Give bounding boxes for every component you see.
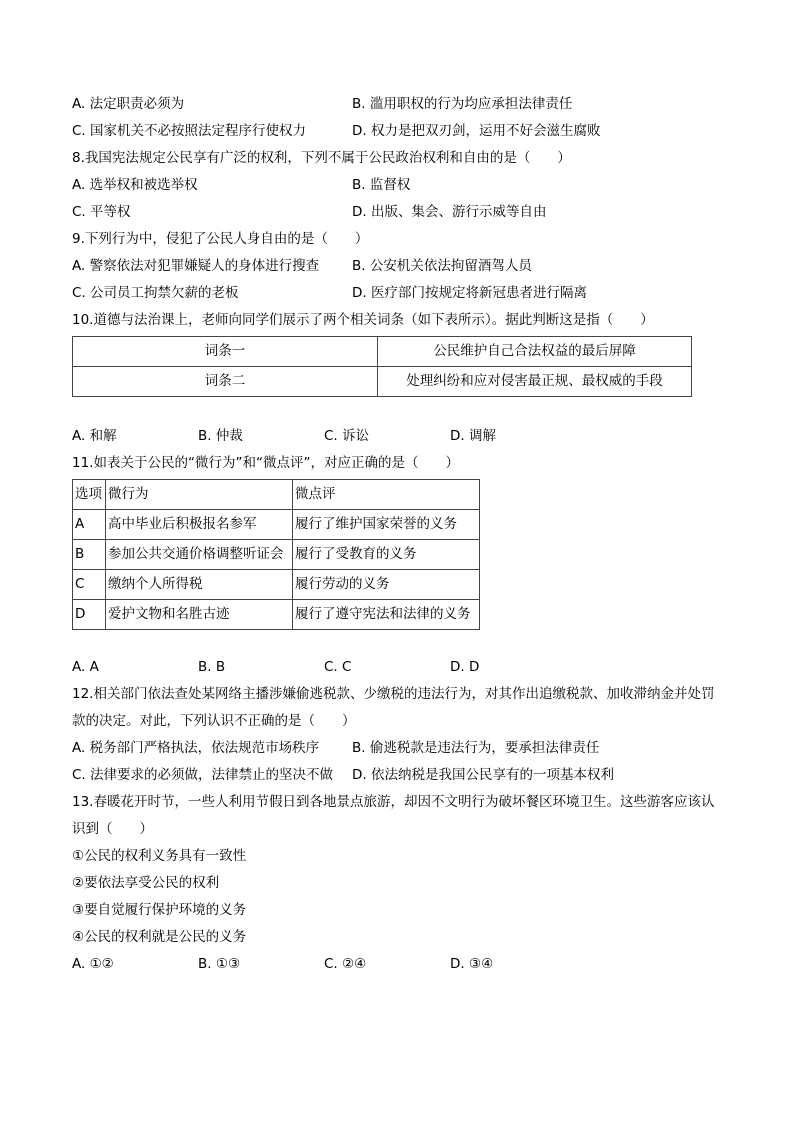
q13-option-d: D. ③④	[450, 956, 494, 972]
q11-table	[72, 479, 480, 630]
q9-options-row-2	[72, 280, 722, 307]
q9-option-c: C. 公司员工拘禁欠薪的老板	[72, 285, 239, 301]
q11-cell: C	[73, 570, 106, 600]
exam-content	[72, 91, 722, 978]
q10-table	[72, 336, 692, 397]
q13-item-3: ③要自觉履行保护环境的义务	[72, 902, 247, 918]
q10-stem: 10.道德与法治课上，老师向同学们展示了两个相关词条（如下表所示）。据此判断这是指（ ）	[72, 312, 654, 328]
q8-option-d: D. 出版、集会、游行示威等自由	[352, 204, 547, 220]
q7-options-row-1	[72, 91, 722, 118]
q11-option-b: B. B	[198, 659, 226, 675]
q12-option-a: A. 税务部门严格执法，依法规范市场秩序	[72, 740, 320, 756]
q7-option-b: B. 滥用职权的行为均应承担法律责任	[352, 96, 573, 112]
table-row	[73, 337, 692, 367]
q8-option-b: B. 监督权	[352, 177, 411, 193]
q10-option-a: A. 和解	[72, 428, 117, 444]
q12-option-d: D. 依法纳税是我国公民享有的一项基本权利	[352, 767, 614, 783]
q7-option-a: A. 法定职责必须为	[72, 96, 185, 112]
q9-option-b: B. 公安机关依法拘留酒驾人员	[352, 258, 532, 274]
q9-stem: 9.下列行为中，侵犯了公民人身自由的是（ ）	[72, 231, 369, 247]
q7-option-d: D. 权力是把双刃剑，运用不好会滋生腐败	[352, 123, 601, 139]
q11-cell: 高中毕业后积极报名参军	[106, 510, 293, 540]
q11-cell: 履行劳动的义务	[293, 570, 480, 600]
q12-stem: 12.相关部门依法查处某网络主播涉嫌偷逃税款、少缴税的违法行为，对其作出追缴税款、加收滞纳金并处罚款的决定。对此，下列认识不正确的是（ ）	[72, 686, 715, 729]
q9-option-d: D. 医疗部门按规定将新冠患者进行隔离	[352, 285, 587, 301]
q13-item-1: ①公民的权利义务具有一致性	[72, 848, 247, 864]
q13-stem: 13.春暖花开时节，一些人利用节假日到各地景点旅游，却因不文明行为破坏餐区环境卫生。这些游客应该认识到（ ）	[72, 794, 715, 837]
q10-option-d: D. 调解	[450, 428, 496, 444]
q8-option-a: A. 选举权和被选举权	[72, 177, 198, 193]
table-header-row	[73, 480, 480, 510]
q10-row1-key: 词条一	[73, 337, 378, 367]
q12-options-row-1	[72, 735, 722, 762]
q11-options	[72, 654, 722, 681]
q11-cell: 爱护文物和名胜古迹	[106, 600, 293, 630]
q11-cell: D	[73, 600, 106, 630]
q9-option-a: A. 警察依法对犯罪嫌疑人的身体进行搜查	[72, 258, 320, 274]
table-row	[73, 540, 480, 570]
q10-row1-value: 公民维护自己合法权益的最后屏障	[378, 337, 692, 367]
q11-option-d: D. D	[450, 659, 480, 675]
q11-header-option: 选项	[73, 480, 106, 510]
q11-option-c: C. C	[324, 659, 352, 675]
q12-option-b: B. 偷逃税款是违法行为，要承担法律责任	[352, 740, 600, 756]
q10-option-c: C. 诉讼	[324, 428, 370, 444]
q11-cell: 履行了遵守宪法和法律的义务	[293, 600, 480, 630]
table-row	[73, 570, 480, 600]
q7-option-c: C. 国家机关不必按照法定程序行使权力	[72, 123, 307, 139]
q11-cell: A	[73, 510, 106, 540]
q11-cell: 缴纳个人所得税	[106, 570, 293, 600]
q13-item-2: ②要依法享受公民的权利	[72, 875, 220, 891]
q10-row2-key: 词条二	[73, 367, 378, 397]
q13-options	[72, 951, 722, 978]
q13-option-c: C. ②④	[324, 956, 367, 972]
q7-options-row-2	[72, 118, 722, 145]
q11-header-behavior: 微行为	[106, 480, 293, 510]
q10-option-b: B. 仲裁	[198, 428, 243, 444]
q12-option-c: C. 法律要求的必须做，法律禁止的坚决不做	[72, 767, 334, 783]
q11-option-a: A. A	[72, 659, 99, 675]
table-row	[73, 600, 480, 630]
q11-stem: 11.如表关于公民的“微行为”和“微点评”，对应正确的是（ ）	[72, 455, 459, 471]
q10-row2-value: 处理纠纷和应对侵害最正规、最权威的手段	[378, 367, 692, 397]
q9-options-row-1	[72, 253, 722, 280]
q11-header-comment: 微点评	[293, 480, 480, 510]
table-row	[73, 367, 692, 397]
q8-options-row-2	[72, 199, 722, 226]
q8-stem: 8.我国宪法规定公民享有广泛的权利，下列不属于公民政治权利和自由的是（ ）	[72, 150, 571, 166]
q11-cell: 履行了受教育的义务	[293, 540, 480, 570]
q13-item-4: ④公民的权利就是公民的义务	[72, 929, 247, 945]
table-row	[73, 510, 480, 540]
q13-option-a: A. ①②	[72, 956, 114, 972]
q11-cell: 参加公共交通价格调整听证会	[106, 540, 293, 570]
q8-option-c: C. 平等权	[72, 204, 131, 220]
q11-cell: B	[73, 540, 106, 570]
q10-options	[72, 423, 722, 450]
q12-options-row-2	[72, 762, 722, 789]
q11-cell: 履行了维护国家荣誉的义务	[293, 510, 480, 540]
q13-option-b: B. ①③	[198, 956, 241, 972]
q8-options-row-1	[72, 172, 722, 199]
